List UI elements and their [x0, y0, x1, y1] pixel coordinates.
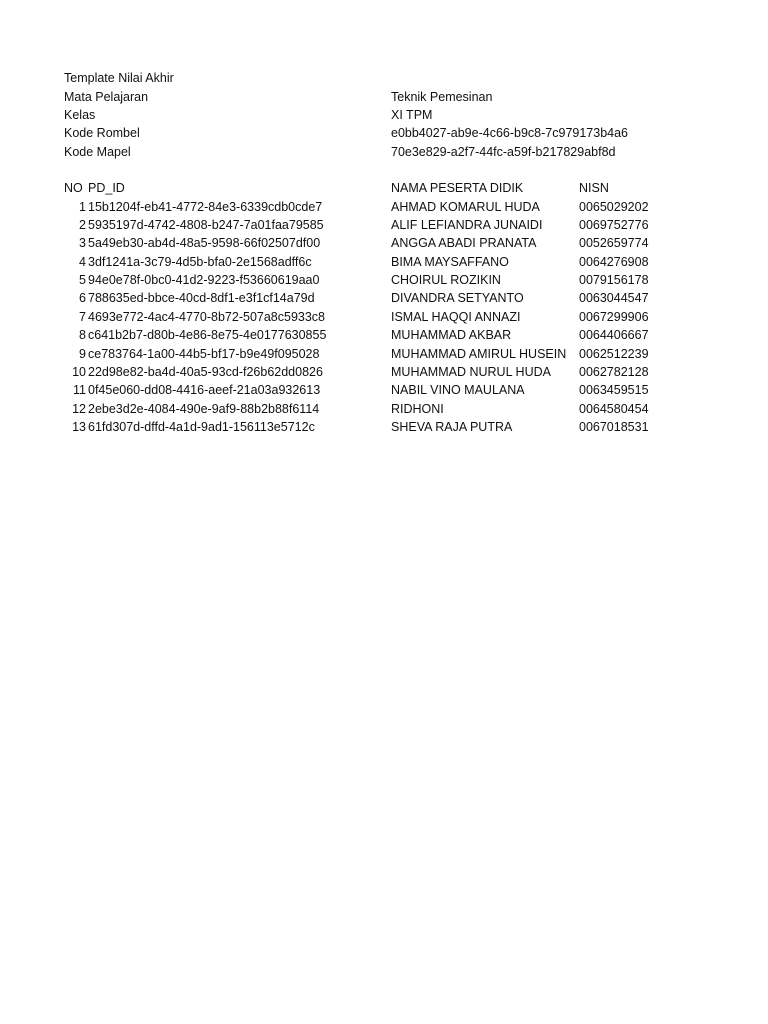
row-no: 8 — [79, 328, 86, 342]
table-row — [0, 289, 768, 307]
row-pd-id: 0f45e060-dd08-4416-aeef-21a03a932613 — [88, 383, 321, 397]
row-nama: BIMA MAYSAFFANO — [391, 255, 509, 269]
row-no: 9 — [79, 347, 86, 361]
info-value: Teknik Pemesinan — [391, 90, 493, 104]
info-row-kode-rombel — [0, 124, 768, 142]
info-row-kode-mapel — [0, 143, 768, 161]
row-nisn: 0052659774 — [579, 236, 649, 250]
header-pd-id: PD_ID — [88, 181, 125, 195]
row-pd-id: 5a49eb30-ab4d-48a5-9598-66f02507df00 — [88, 236, 321, 250]
table-row — [0, 271, 768, 289]
info-value: 70e3e829-a2f7-44fc-a59f-b217829abf8d — [391, 145, 616, 159]
info-label: Kode Rombel — [64, 126, 140, 140]
row-pd-id: 2ebe3d2e-4084-490e-9af9-88b2b88f6114 — [88, 402, 320, 416]
row-nama: MUHAMMAD NURUL HUDA — [391, 365, 551, 379]
row-nama: MUHAMMAD AMIRUL HUSEIN — [391, 347, 567, 361]
row-no: 3 — [79, 236, 86, 250]
row-pd-id: 61fd307d-dffd-4a1d-9ad1-156113e5712c — [88, 420, 315, 434]
table-row — [0, 308, 768, 326]
row-pd-id: 5935197d-4742-4808-b247-7a01faa79585 — [88, 218, 324, 232]
title-row — [0, 69, 768, 87]
row-nisn: 0064580454 — [579, 402, 649, 416]
table-row — [0, 253, 768, 271]
table-row — [0, 381, 768, 399]
row-nisn: 0067018531 — [579, 420, 649, 434]
info-label: Mata Pelajaran — [64, 90, 149, 104]
row-nisn: 0069752776 — [579, 218, 649, 232]
row-pd-id: 15b1204f-eb41-4772-84e3-6339cdb0cde7 — [88, 200, 323, 214]
row-nisn: 0062512239 — [579, 347, 649, 361]
row-no: 4 — [79, 255, 86, 269]
row-nisn: 0079156178 — [579, 273, 649, 287]
info-value: XI TPM — [391, 108, 433, 122]
row-nama: ANGGA ABADI PRANATA — [391, 236, 537, 250]
row-nama: AHMAD KOMARUL HUDA — [391, 200, 540, 214]
row-no: 2 — [79, 218, 86, 232]
row-nisn: 0063044547 — [579, 291, 649, 305]
table-row — [0, 345, 768, 363]
row-nama: ISMAL HAQQI ANNAZI — [391, 310, 521, 324]
info-row-mata-pelajaran — [0, 88, 768, 106]
row-no: 7 — [79, 310, 86, 324]
row-no: 11 — [73, 383, 86, 397]
row-nisn: 0063459515 — [579, 383, 649, 397]
table-row — [0, 363, 768, 381]
row-pd-id: 22d98e82-ba4d-40a5-93cd-f26b62dd0826 — [88, 365, 323, 379]
row-nama: DIVANDRA SETYANTO — [391, 291, 524, 305]
row-pd-id: 94e0e78f-0bc0-41d2-9223-f53660619aa0 — [88, 273, 320, 287]
row-nama: CHOIRUL ROZIKIN — [391, 273, 501, 287]
row-nisn: 0065029202 — [579, 200, 649, 214]
row-no: 10 — [72, 365, 86, 379]
row-no: 13 — [72, 420, 86, 434]
row-pd-id: 4693e772-4ac4-4770-8b72-507a8c5933c8 — [88, 310, 326, 324]
header-nisn: NISN — [579, 181, 609, 195]
info-row-kelas — [0, 106, 768, 124]
header-nama: NAMA PESERTA DIDIK — [391, 181, 524, 195]
table-row — [0, 418, 768, 436]
info-value: e0bb4027-ab9e-4c66-b9c8-7c979173b4a6 — [391, 126, 629, 140]
row-nama: ALIF LEFIANDRA JUNAIDI — [391, 218, 543, 232]
info-label: Kelas — [64, 108, 96, 122]
row-pd-id: 3df1241a-3c79-4d5b-bfa0-2e1568adff6c — [88, 255, 312, 269]
table-row — [0, 198, 768, 216]
row-nama: MUHAMMAD AKBAR — [391, 328, 512, 342]
row-pd-id: c641b2b7-d80b-4e86-8e75-4e0177630855 — [88, 328, 327, 342]
table-header-row — [0, 179, 768, 197]
table-row — [0, 326, 768, 344]
row-nisn: 0067299906 — [579, 310, 649, 324]
row-pd-id: ce783764-1a00-44b5-bf17-b9e49f095028 — [88, 347, 320, 361]
row-nama: NABIL VINO MAULANA — [391, 383, 525, 397]
row-no: 1 — [79, 200, 86, 214]
row-pd-id: 788635ed-bbce-40cd-8df1-e3f1cf14a79d — [88, 291, 315, 305]
row-no: 12 — [72, 402, 86, 416]
table-row — [0, 400, 768, 418]
document-title: Template Nilai Akhir — [64, 71, 174, 85]
table-row — [0, 234, 768, 252]
row-no: 6 — [79, 291, 86, 305]
row-no: 5 — [79, 273, 86, 287]
row-nama: SHEVA RAJA PUTRA — [391, 420, 513, 434]
header-no: NO — [64, 181, 83, 195]
row-nisn: 0064276908 — [579, 255, 649, 269]
table-row — [0, 216, 768, 234]
info-label: Kode Mapel — [64, 145, 131, 159]
row-nisn: 0062782128 — [579, 365, 649, 379]
row-nisn: 0064406667 — [579, 328, 649, 342]
row-nama: RIDHONI — [391, 402, 444, 416]
